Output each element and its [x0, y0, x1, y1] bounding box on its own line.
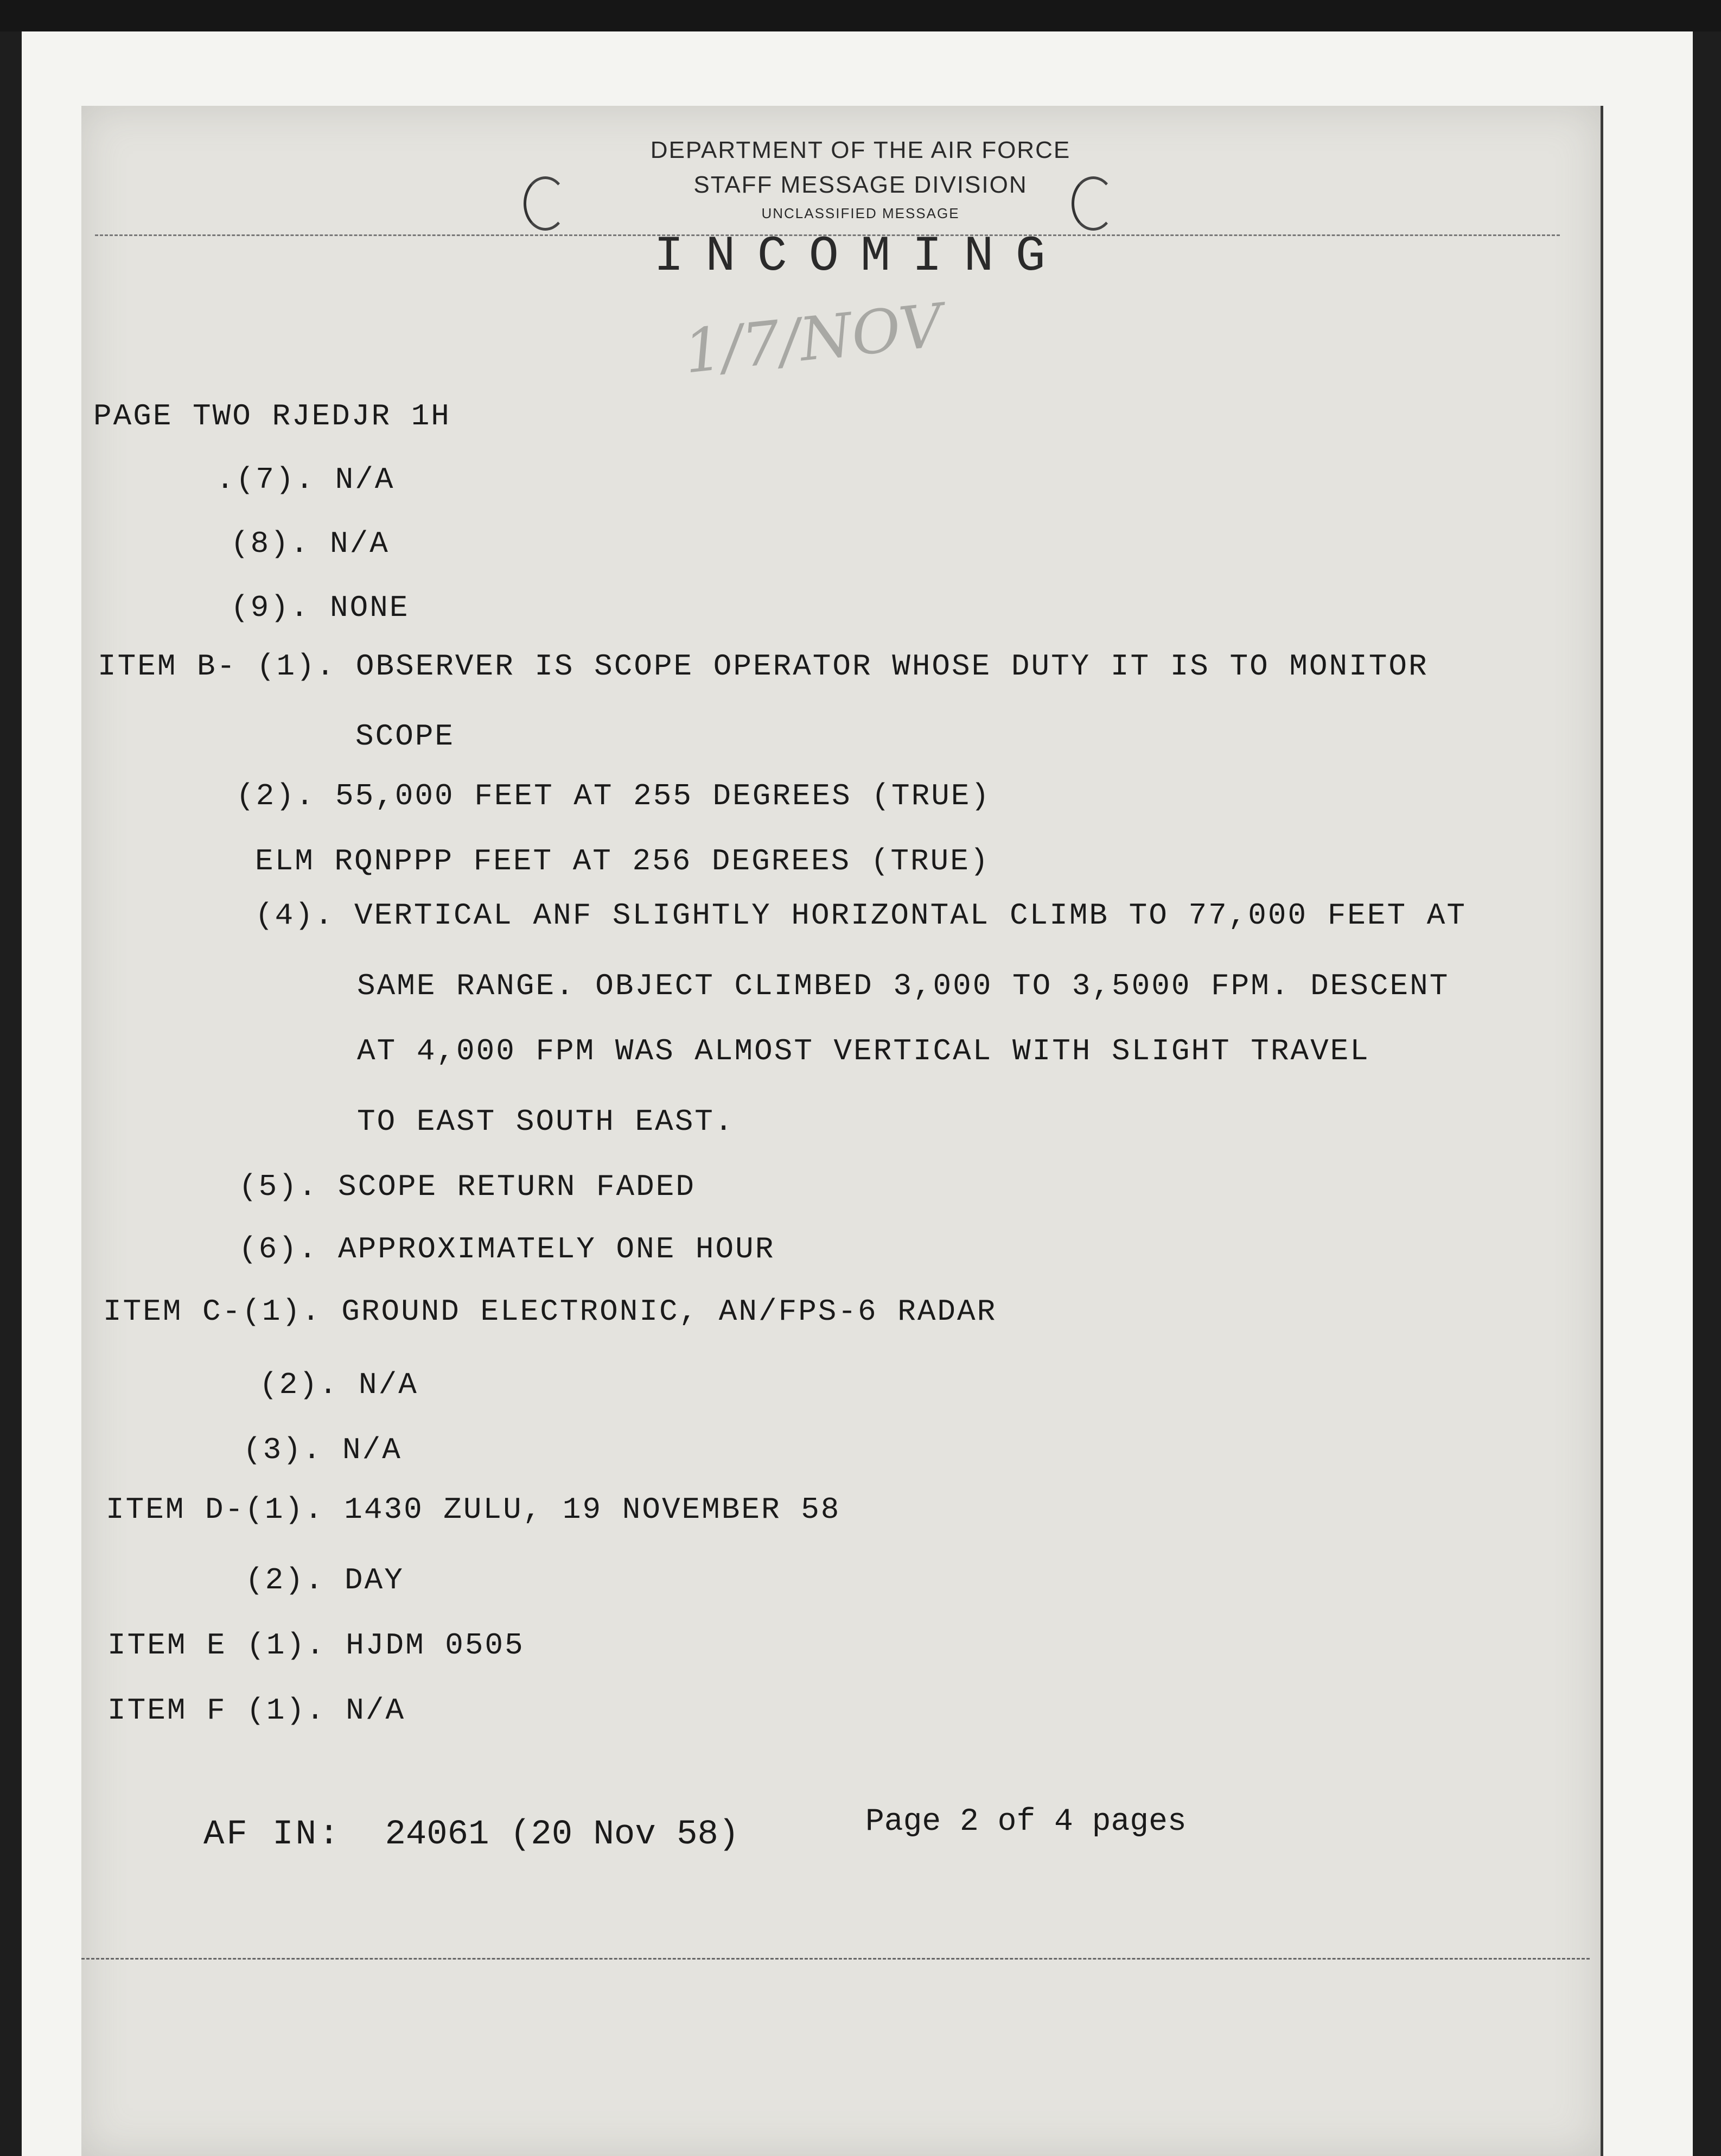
af-in-label: AF IN:	[203, 1815, 342, 1854]
message-line: (3). N/A	[243, 1433, 402, 1467]
department-title: DEPARTMENT OF THE AIR FORCE	[650, 137, 1071, 163]
message-line: ITEM D-(1). 1430 ZULU, 19 NOVEMBER 58	[106, 1492, 841, 1527]
division-title: STAFF MESSAGE DIVISION	[693, 171, 1028, 198]
message-line: ITEM F (1). N/A	[107, 1693, 406, 1728]
message-line: ITEM C-(1). GROUND ELECTRONIC, AN/FPS-6 RADAR	[103, 1294, 997, 1329]
message-line: (8). N/A	[231, 526, 390, 561]
message-line: SCOPE	[355, 719, 455, 754]
message-line: ELM RQNPPP FEET AT 256 DEGREES (TRUE)	[255, 844, 990, 879]
message-line: (2). N/A	[259, 1368, 418, 1402]
page-count: Page 2 of 4 pages	[865, 1804, 1187, 1840]
page-heading: PAGE TWO RJEDJR 1H	[93, 399, 451, 434]
message-line: (2). DAY	[245, 1563, 404, 1598]
message-line: (2). 55,000 FEET AT 255 DEGREES (TRUE)	[236, 779, 991, 813]
af-in-reference	[203, 1815, 739, 1854]
photo-border	[0, 0, 1721, 31]
message-line: ITEM B- (1). OBSERVER IS SCOPE OPERATOR WHOSE DUTY IT IS TO MONITOR	[98, 649, 1429, 684]
message-line: AT 4,000 FPM WAS ALMOST VERTICAL WITH SLIGHT TRAVEL	[357, 1034, 1370, 1069]
message-line: (4). VERTICAL ANF SLIGHTLY HORIZONTAL CLIMB TO 77,000 FEET AT	[255, 898, 1467, 933]
handwritten-note: 1/7/NOV	[680, 290, 946, 387]
message-line: ITEM E (1). HJDM 0505	[107, 1628, 525, 1663]
footer-divider	[81, 1958, 1590, 1960]
header-divider	[95, 234, 1560, 236]
af-in-value: 24061 (20 Nov 58)	[385, 1815, 740, 1854]
message-line: (6). APPROXIMATELY ONE HOUR	[239, 1232, 775, 1267]
message-line: TO EAST SOUTH EAST.	[357, 1104, 735, 1139]
message-line: (9). NONE	[231, 590, 410, 625]
classification-label: UNCLASSIFIED MESSAGE	[761, 205, 960, 221]
message-line: .(7). N/A	[216, 462, 395, 497]
message-direction: INCOMING	[654, 228, 1067, 285]
message-line: SAME RANGE. OBJECT CLIMBED 3,000 TO 3,5000 FPM. DESCENT	[357, 969, 1450, 1003]
message-line: (5). SCOPE RETURN FADED	[239, 1169, 696, 1204]
